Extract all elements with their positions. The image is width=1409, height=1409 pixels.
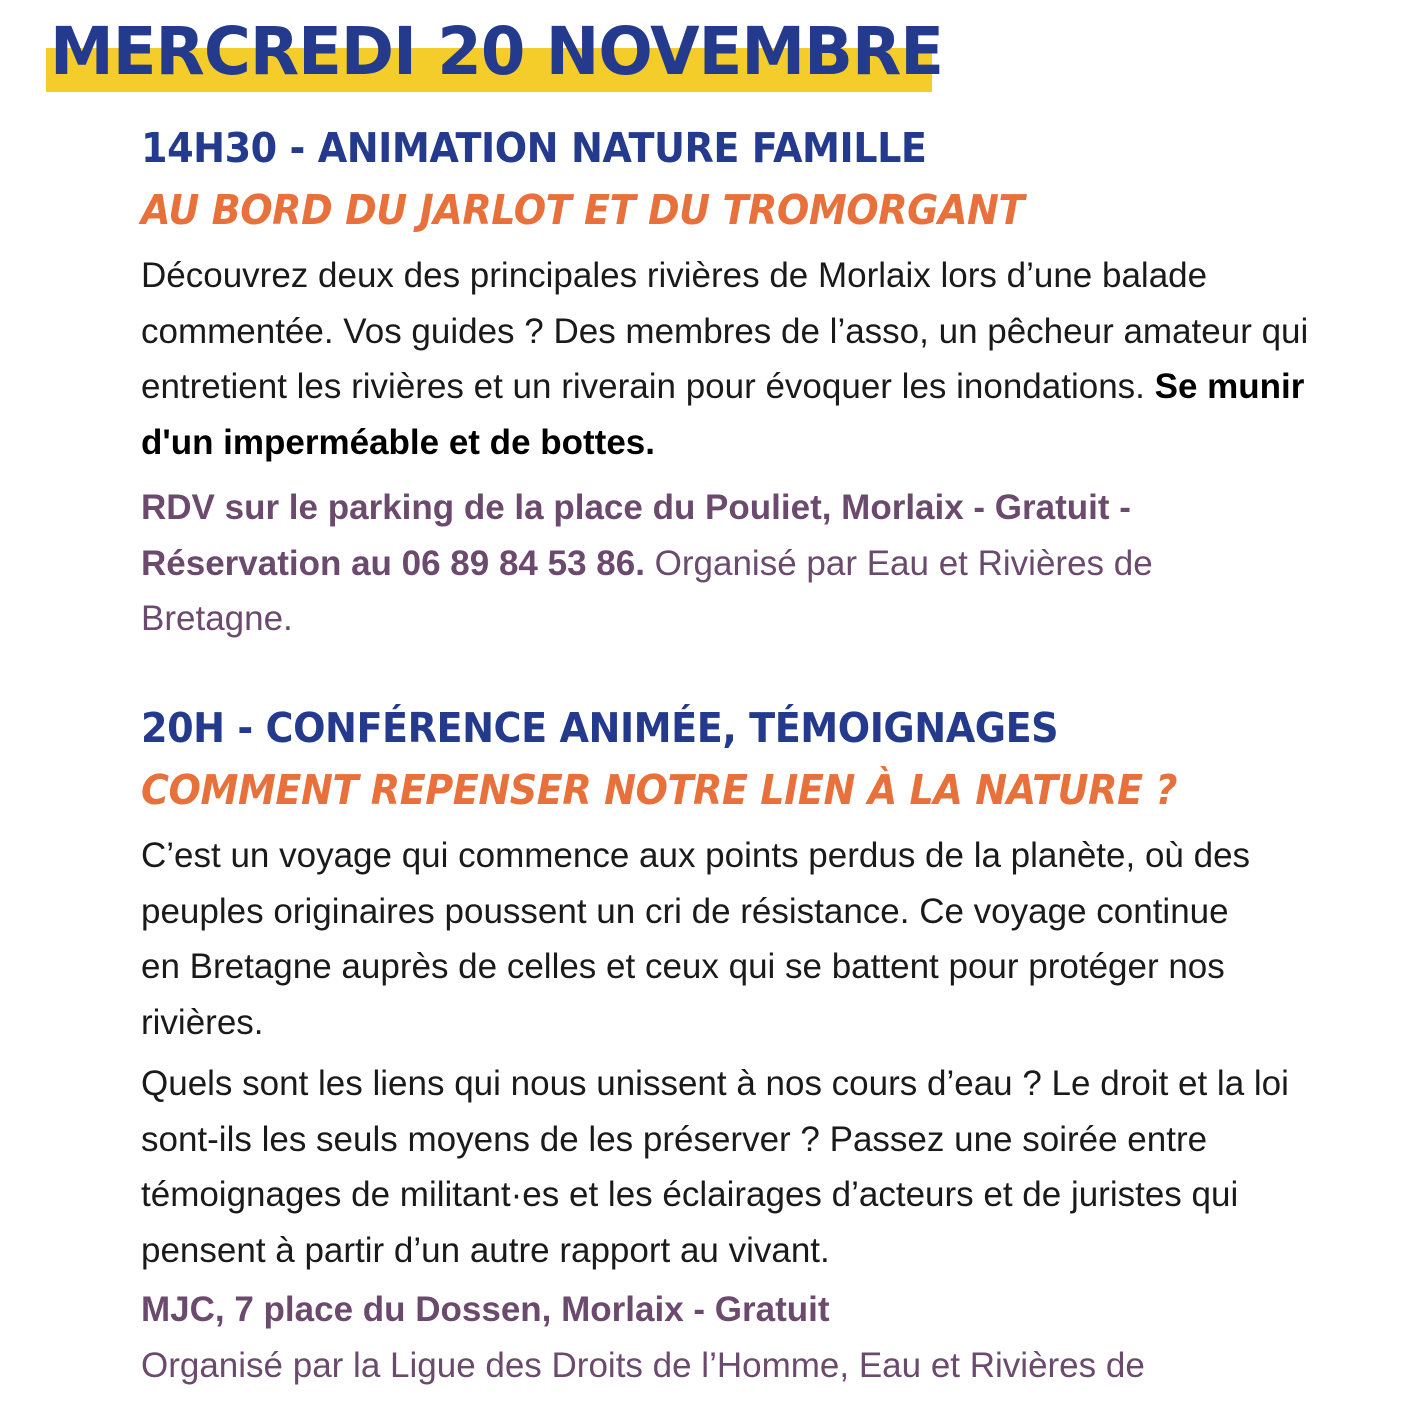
event-info — [141, 480, 1281, 647]
description-text: Découvrez deux des principales rivières de Morlaix lors d’une balade commentée. Vos guides ? Des membres de l’asso, un pêcheur amateur qui entretient les rivières et un riverain pour évoquer les inondations. — [141, 256, 1309, 406]
event-heading: 20H - CONFÉRENCE ANIMÉE, TÉMOIGNAGES — [141, 704, 1059, 752]
event-location: RDV sur le parking de la place du Pouliet, Morlaix - Gratuit - Réservation au 06 89 84 53 86. — [141, 488, 1131, 583]
description-emphasis: Se munir d'un imperméable et de bottes. — [141, 367, 1305, 462]
event-location — [141, 1282, 1341, 1338]
event-organizer: Organisé par la Ligue des Droits de l’Homme, Eau et Rivières de — [141, 1345, 1145, 1385]
event-nature-walk — [141, 118, 1341, 647]
event-subtitle: COMMENT REPENSER NOTRE LIEN À LA NATURE ? — [141, 766, 1178, 814]
event-description — [141, 248, 1341, 470]
day-title: MERCREDI 20 NOVEMBRE — [50, 13, 944, 90]
event-heading: 14H30 - ANIMATION NATURE FAMILLE — [141, 124, 927, 172]
event-organizer: Organisé par Eau et Rivières de Bretagne. — [141, 543, 1153, 638]
day-header — [46, 13, 944, 92]
event-location-text: MJC, 7 place du Dossen, Morlaix - Gratuit — [141, 1290, 830, 1329]
event-paragraph-2: Quels sont les liens qui nous unissent à nos cours d’eau ? Le droit et la loi sont-ils les seuls moyens de les préserver ? Passez une soirée entre témoignages de militant·es et les éclairages d’acteurs et de juristes qui pensent à partir d’un autre rapport au vivant. — [141, 1064, 1289, 1270]
event-paragraph-1: C’est un voyage qui commence aux points perdus de la planète, où des peuples originaires poussent un cri de résistance. Ce voyage continue en Bretagne auprès de celles et ceux qui se battent pour protéger nos rivières. — [141, 836, 1251, 1042]
event-conference — [141, 698, 1341, 1393]
event-subtitle: AU BORD DU JARLOT ET DU TROMORGANT — [141, 186, 1025, 234]
